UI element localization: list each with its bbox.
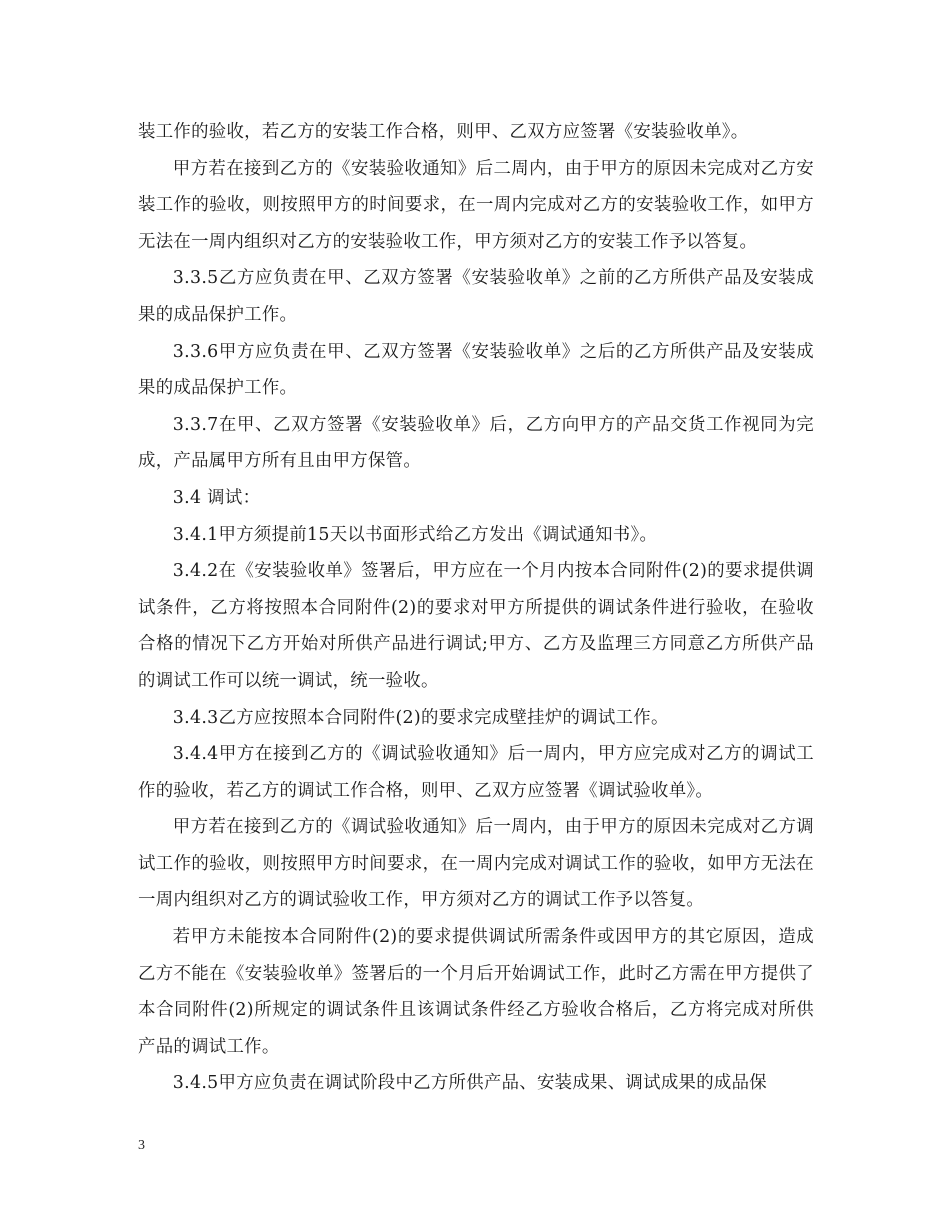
paragraph-3-4-4: 3.4.4甲方在接到乙方的《调试验收通知》后一周内，甲方应完成对乙方的调试工作的验收，若乙方的调试工作合格，则甲、乙双方应签署《调试验收单》。 — [138, 744, 814, 801]
paragraph-debug-delay: 甲方若在接到乙方的《调试验收通知》后一周内，由于甲方的原因未完成对乙方调试工作的验收，则按照甲方时间要求，在一周内完成对调试工作的验收，如甲方无法在一周内组织对乙方的调试验收工作，甲方须对乙方的调试工作予以答复。 — [138, 817, 814, 911]
paragraph-3-4-1: 3.4.1甲方须提前15天以书面形式给乙方发出《调试通知书》。 — [172, 524, 658, 545]
paragraph-debug-conditions: 若甲方未能按本合同附件(2)的要求提供调试所需条件或因甲方的其它原因，造成乙方不能在《安装验收单》签署后的一个月后开始调试工作，此时乙方需在甲方提供了本合同附件(2)所规定的调试条件且该调试条件经乙方验收合格后，乙方将完成对所供产品的调试工作。 — [138, 927, 814, 1057]
paragraph-3-3-5: 3.3.5乙方应负责在甲、乙双方签署《安装验收单》之前的乙方所供产品及安装成果的成品保护工作。 — [138, 268, 814, 325]
paragraph-acceptance-delay: 甲方若在接到乙方的《安装验收通知》后二周内，由于甲方的原因未完成对乙方安装工作的验收，则按照甲方的时间要求，在一周内完成对乙方的安装验收工作，如甲方无法在一周内组织对乙方的安装验收工作，甲方须对乙方的安装工作予以答复。 — [138, 158, 814, 252]
paragraph-3-4-5: 3.4.5甲方应负责在调试阶段中乙方所供产品、安装成果、调试成果的成品保 — [172, 1073, 767, 1094]
paragraph-3-3-6: 3.3.6甲方应负责在甲、乙双方签署《安装验收单》之后的乙方所供产品及安装成果的成品保护工作。 — [138, 341, 814, 399]
page-number: 3 — [138, 1138, 145, 1153]
paragraph-continuation: 装工作的验收，若乙方的安装工作合格，则甲、乙双方应签署《安装验收单》。 — [138, 122, 749, 142]
paragraph-3-3-7: 3.3.7在甲、乙双方签署《安装验收单》后，乙方向甲方的产品交货工作视同为完成，产品属甲方所有且由甲方保管。 — [138, 414, 814, 472]
paragraph-3-4-3: 3.4.3乙方应按照本合同附件(2)的要求完成壁挂炉的调试工作。 — [172, 707, 669, 728]
document-body — [138, 114, 814, 1102]
section-heading-3-4: 3.4 调试： — [172, 487, 261, 508]
paragraph-3-4-2: 3.4.2在《安装验收单》签署后，甲方应在一个月内按本合同附件(2)的要求提供调试条件，乙方将按照本合同附件(2)的要求对甲方所提供的调试条件进行验收，在验收合格的情况下乙方开始对所供产品进行调试;甲方、乙方及监理三方同意乙方所供产品的调试工作可以统一调试，统一验收。 — [138, 561, 814, 691]
